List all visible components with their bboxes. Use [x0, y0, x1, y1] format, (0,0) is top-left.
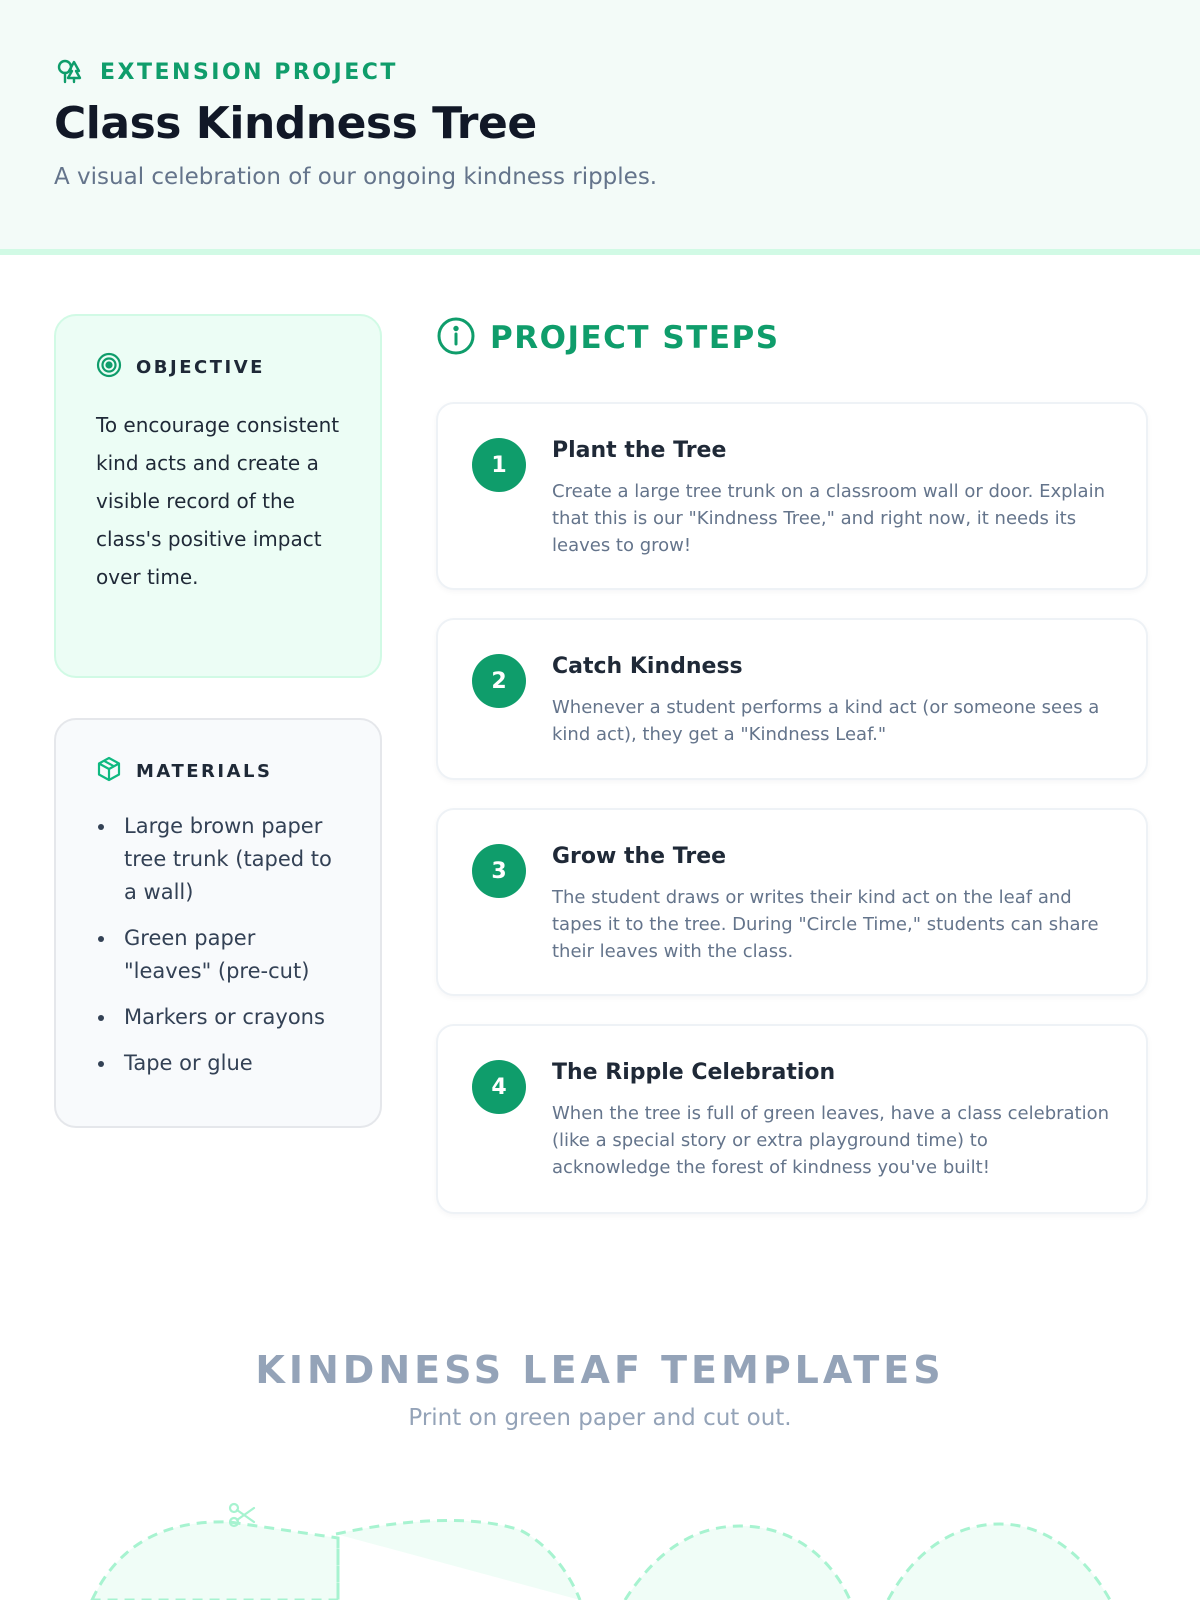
- step-title: Grow the Tree: [552, 844, 727, 869]
- page-title: Class Kindness Tree: [54, 98, 537, 149]
- templates-title: KINDNESS LEAF TEMPLATES: [255, 1348, 945, 1392]
- target-icon: [96, 352, 122, 382]
- step-number: 1: [472, 438, 526, 492]
- leaf-templates: [0, 1500, 1200, 1600]
- materials-label: MATERIALS: [136, 760, 273, 782]
- step-description: When the tree is full of green leaves, have a class celebration (like a special story or extra playground time) to acknowledge the forest of kindness you've built!: [552, 1103, 1110, 1178]
- tree-icon: [54, 54, 86, 90]
- objective-header: [96, 352, 340, 382]
- material-item: Tape or glue: [96, 1047, 340, 1080]
- step-card: [436, 808, 1148, 996]
- material-item: Large brown paper tree trunk (taped to a wall): [96, 810, 340, 909]
- step-number: 4: [472, 1060, 526, 1114]
- steps-title: PROJECT STEPS: [490, 320, 780, 356]
- step-description: Whenever a student performs a kind act (or someone sees a kind act), they get a "Kindness Leaf.": [552, 697, 1100, 745]
- page-header: [0, 0, 1200, 255]
- templates-subtitle: Print on green paper and cut out.: [408, 1405, 792, 1431]
- materials-card: [54, 718, 382, 1128]
- material-item: Green paper "leaves" (pre-cut): [96, 922, 340, 988]
- step-number: 3: [472, 844, 526, 898]
- materials-header: [96, 756, 340, 786]
- step-description: The student draws or writes their kind act on the leaf and tapes it to the tree. During "Circle Time," students can share their leaves with the class.: [552, 887, 1099, 962]
- step-title: Catch Kindness: [552, 654, 743, 679]
- step-card: [436, 618, 1148, 780]
- step-description: Create a large tree trunk on a classroom wall or door. Explain that this is our "Kindness Tree," and right now, it needs its leaves to grow!: [552, 481, 1105, 556]
- step-card: [436, 402, 1148, 590]
- step-title: The Ripple Celebration: [552, 1060, 836, 1085]
- step-card: [436, 1024, 1148, 1214]
- objective-label: OBJECTIVE: [136, 356, 265, 378]
- material-item: Markers or crayons: [96, 1001, 340, 1034]
- leaf-outline: [92, 1522, 338, 1600]
- box-icon: [96, 756, 122, 786]
- eyebrow-text: EXTENSION PROJECT: [100, 59, 398, 85]
- objective-card: [54, 314, 382, 678]
- step-number: 2: [472, 654, 526, 708]
- objective-text: To encourage consistent kind acts and create a visible record of the class's positive impact over time.: [96, 413, 340, 589]
- steps-header: [436, 316, 780, 360]
- leaf-outline: [336, 1520, 580, 1600]
- step-title: Plant the Tree: [552, 438, 727, 463]
- page-subtitle: A visual celebration of our ongoing kindness ripples.: [54, 164, 658, 190]
- leaf-outline: [888, 1524, 1110, 1600]
- info-icon: [436, 316, 476, 360]
- eyebrow: [54, 54, 398, 90]
- materials-list: [96, 810, 340, 1080]
- leaf-outline: [625, 1526, 850, 1600]
